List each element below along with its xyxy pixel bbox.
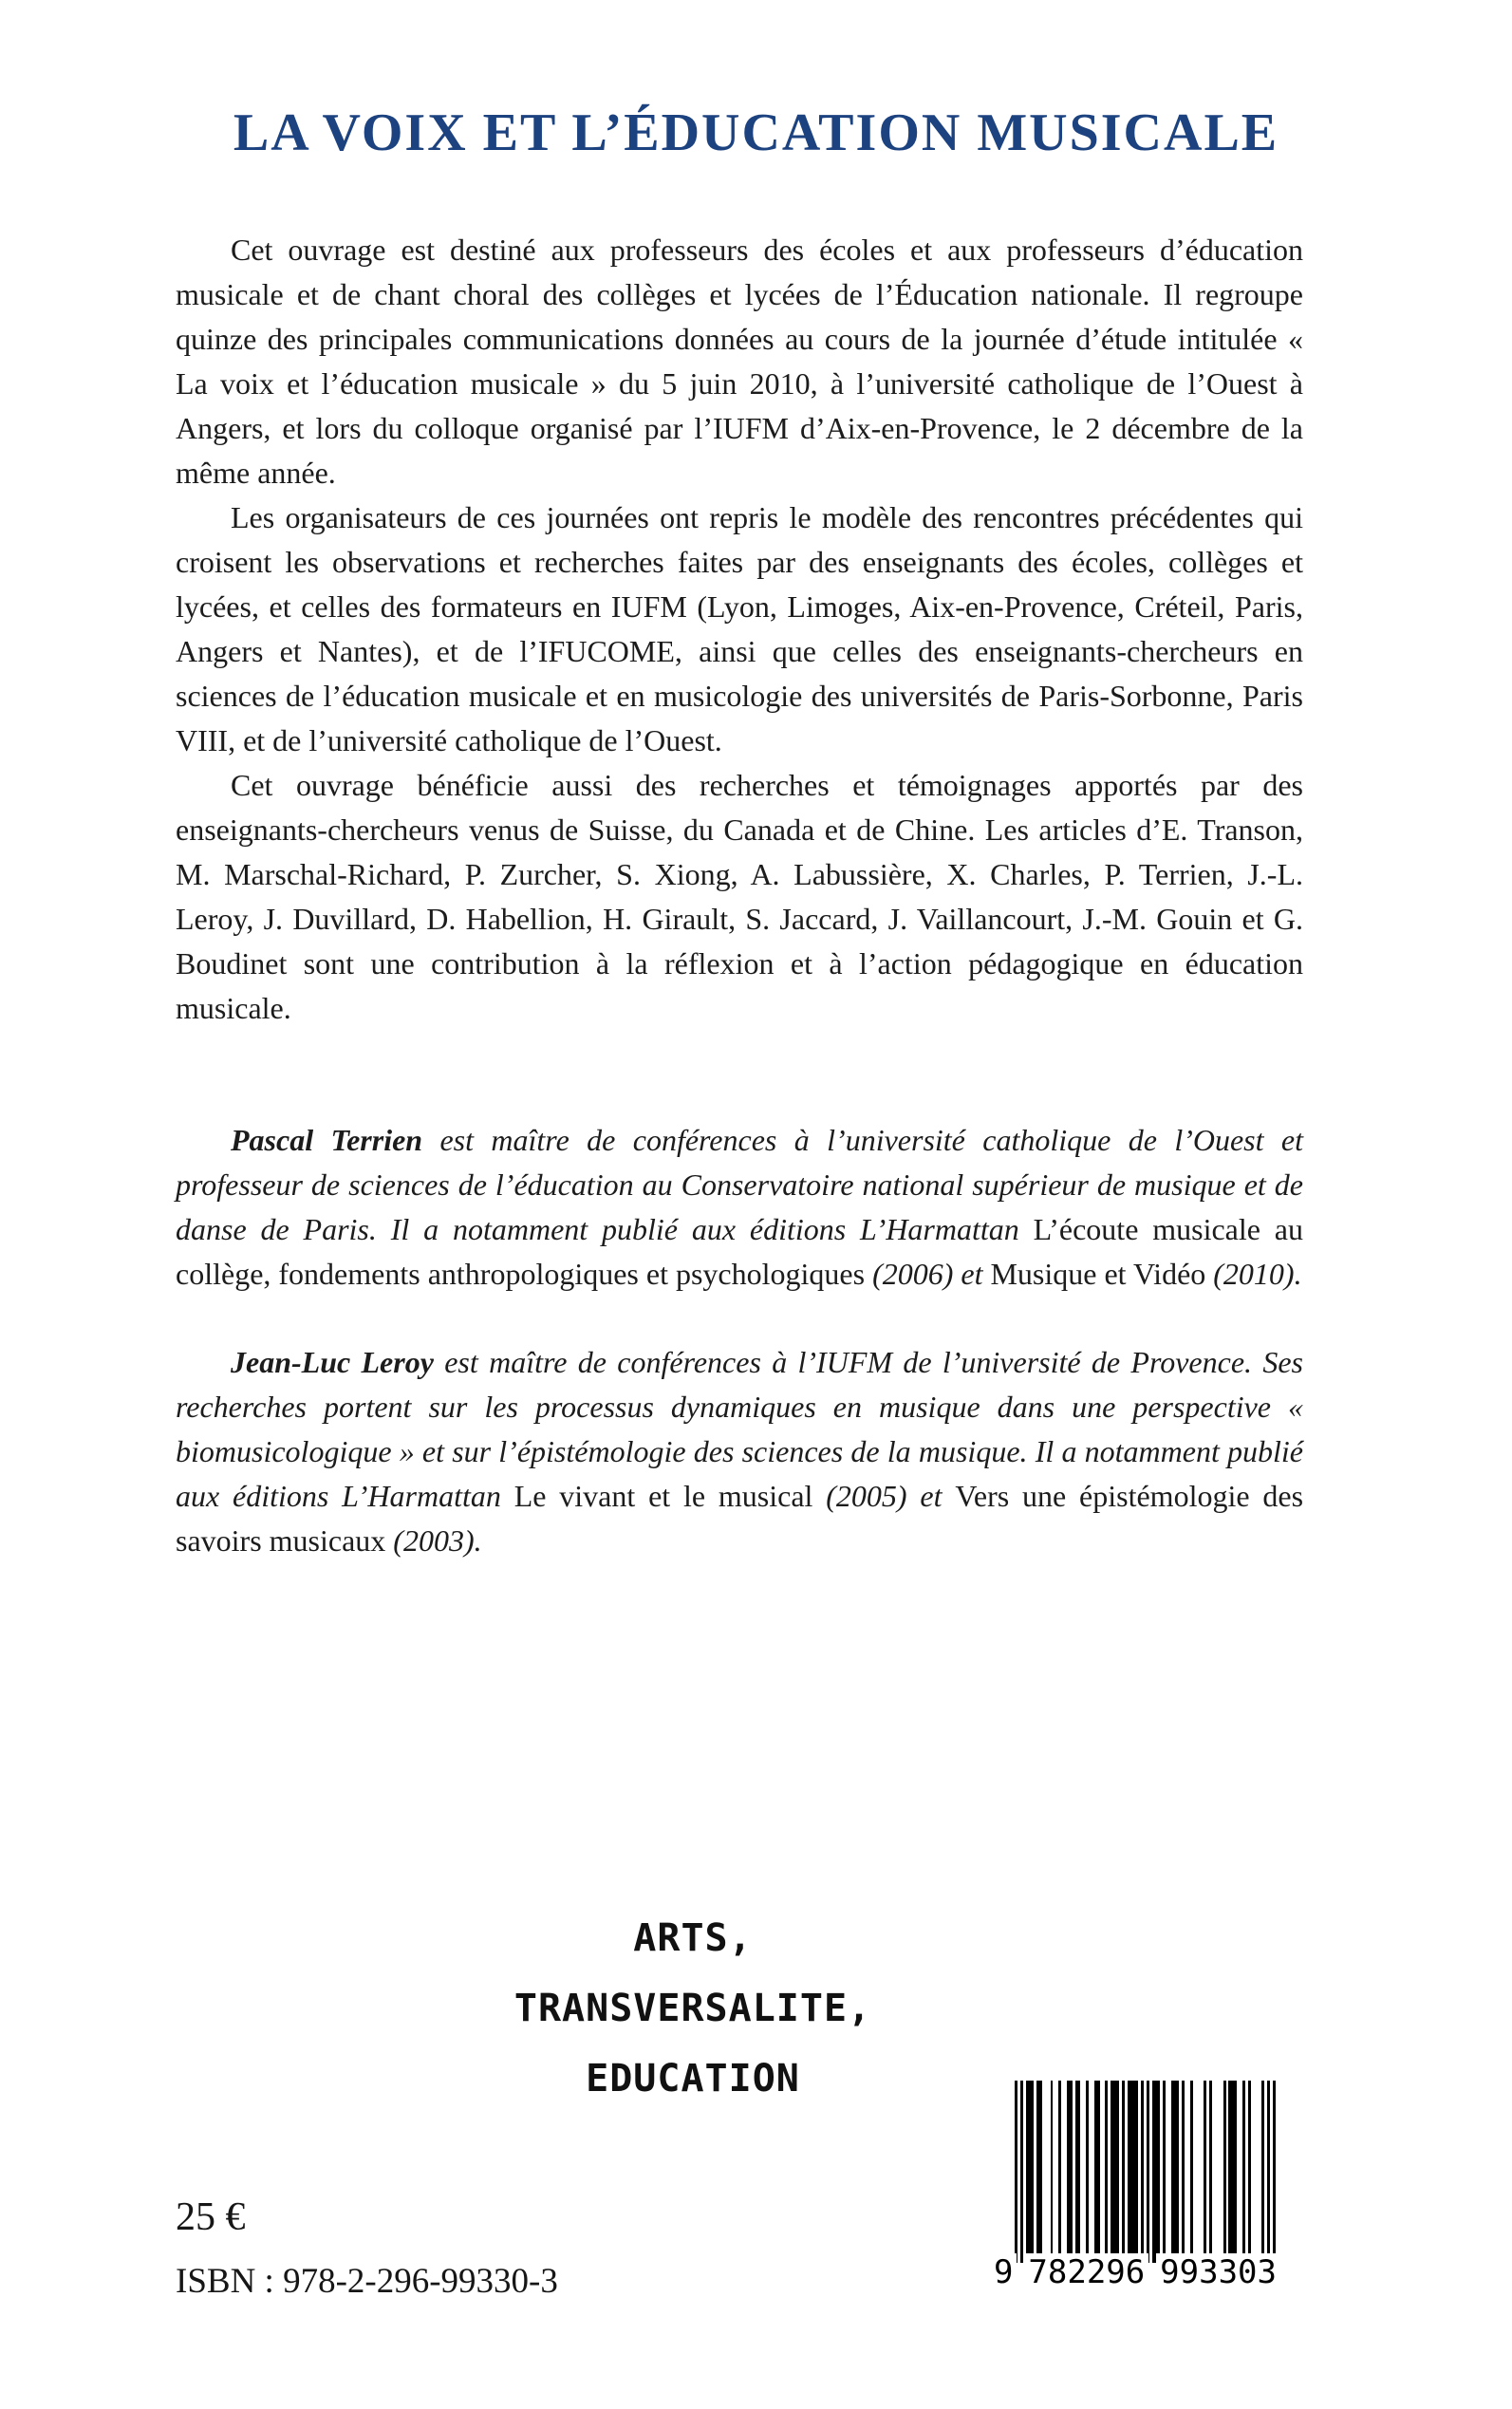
- synopsis-paragraph: Cet ouvrage bénéficie aussi des recherches et témoignages apportés par des enseignants-chercheurs venus de Suisse, du Canada et de Chine. Les articles d’E. Transon, M. Marschal-Richard, P. Zurcher, S. Xiong, A. Labussière, X. Charles, P. Terrien, J.-L. Leroy, J. Duvillard, D. Habellion, H. Girault, S. Jaccard, J. Vaillancourt, J.-M. Gouin et G. Boudinet sont une contribution à la réflexion et à l’action pédagogique en éducation musicale.: [176, 768, 1303, 1025]
- barcode-digit-group: 9: [990, 2253, 1017, 2291]
- synopsis-paragraph: Cet ouvrage est destiné aux professeurs des écoles et aux professeurs d’éducation musicale et de chant choral des collèges et lycées de l’Éducation nationale. Il regroupe quinze des principales communications données au cours de la journée d’étude intitulée « La voix et l’éducation musicale » du 5 juin 2010, à l’université catholique de l’Ouest à Angers, et lors du colloque organisé par l’IUFM d’Aix-en-Provence, le 2 décembre de la même année.: [176, 233, 1303, 490]
- bio-text-segment: est maître de conférences à l’université catholique de l’Ouest et professeur de sciences de l’éducation au Conservatoire national supérieur de musique et de danse de Paris. Il a notamment publié aux éditions L’Harmattan: [176, 1123, 1304, 1246]
- bio-text-segment: (2003).: [385, 1523, 482, 1558]
- book-title-reference: L’écoute musicale au collège, fondements anthropologiques et psychologiques: [176, 1212, 1304, 1291]
- synopsis-paragraph: Les organisateurs de ces journées ont repris le modèle des rencontres précédentes qui croisent les observations et recherches faites par des enseignants des écoles, collèges et lycées, et celles des formateurs en IUFM (Lyon, Limoges, Aix-en-Provence, Créteil, Paris, Angers et Nantes), et de l’IFUCOME, ainsi que celles des enseignants-chercheurs en sciences de l’éducation musicale et en musicologie des universités de Paris-Sorbonne, Paris VIII, et de l’université catholique de l’Ouest.: [176, 500, 1303, 757]
- bio-text-segment: est maître de conférences à l’IUFM de l’université de Provence. Ses recherches portent sur les processus dynamiques en musique dans une perspective « biomusicologique » et sur l’épistémologie des sciences de la musique. Il a notamment publié aux éditions L’Harmattan: [176, 1345, 1304, 1513]
- book-title-reference: Musique et Vidéo: [990, 1257, 1206, 1291]
- barcode-number: [990, 2253, 1280, 2291]
- collection-logo-line: ARTS,: [633, 1916, 753, 1960]
- author-name: Pascal Terrien: [231, 1123, 423, 1157]
- barcode-bars: [1015, 2081, 1280, 2263]
- bio-text-segment: (2006) et: [865, 1257, 991, 1291]
- bio-text-segment: (2005) et: [812, 1479, 956, 1513]
- bio-text-segment: (2010).: [1205, 1257, 1302, 1291]
- barcode-digit-group: 782296: [1024, 2253, 1148, 2291]
- book-title-reference: Vers une épistémologie des savoirs musicaux: [176, 1479, 1304, 1558]
- book-title-reference: Le vivant et le musical: [513, 1479, 813, 1513]
- barcode-digit-group: 993303: [1156, 2253, 1280, 2291]
- collection-logo-line: TRANSVERSALITE,: [513, 1987, 872, 2030]
- author-bio-pascal-terrien: [176, 1118, 1303, 1297]
- barcode: [990, 2081, 1280, 2301]
- isbn-number: ISBN : 978-2-296-99330-3: [176, 2262, 558, 2301]
- author-bio-jean-luc-leroy: [176, 1340, 1303, 1563]
- book-title: LA VOIX ET L’ÉDUCATION MUSICALE: [233, 103, 1279, 162]
- price: 25 €: [176, 2195, 246, 2239]
- collection-logo: [479, 1903, 906, 2114]
- back-cover-text: [176, 228, 1303, 1563]
- author-name: Jean-Luc Leroy: [231, 1345, 434, 1379]
- collection-logo-line: EDUCATION: [586, 2057, 800, 2101]
